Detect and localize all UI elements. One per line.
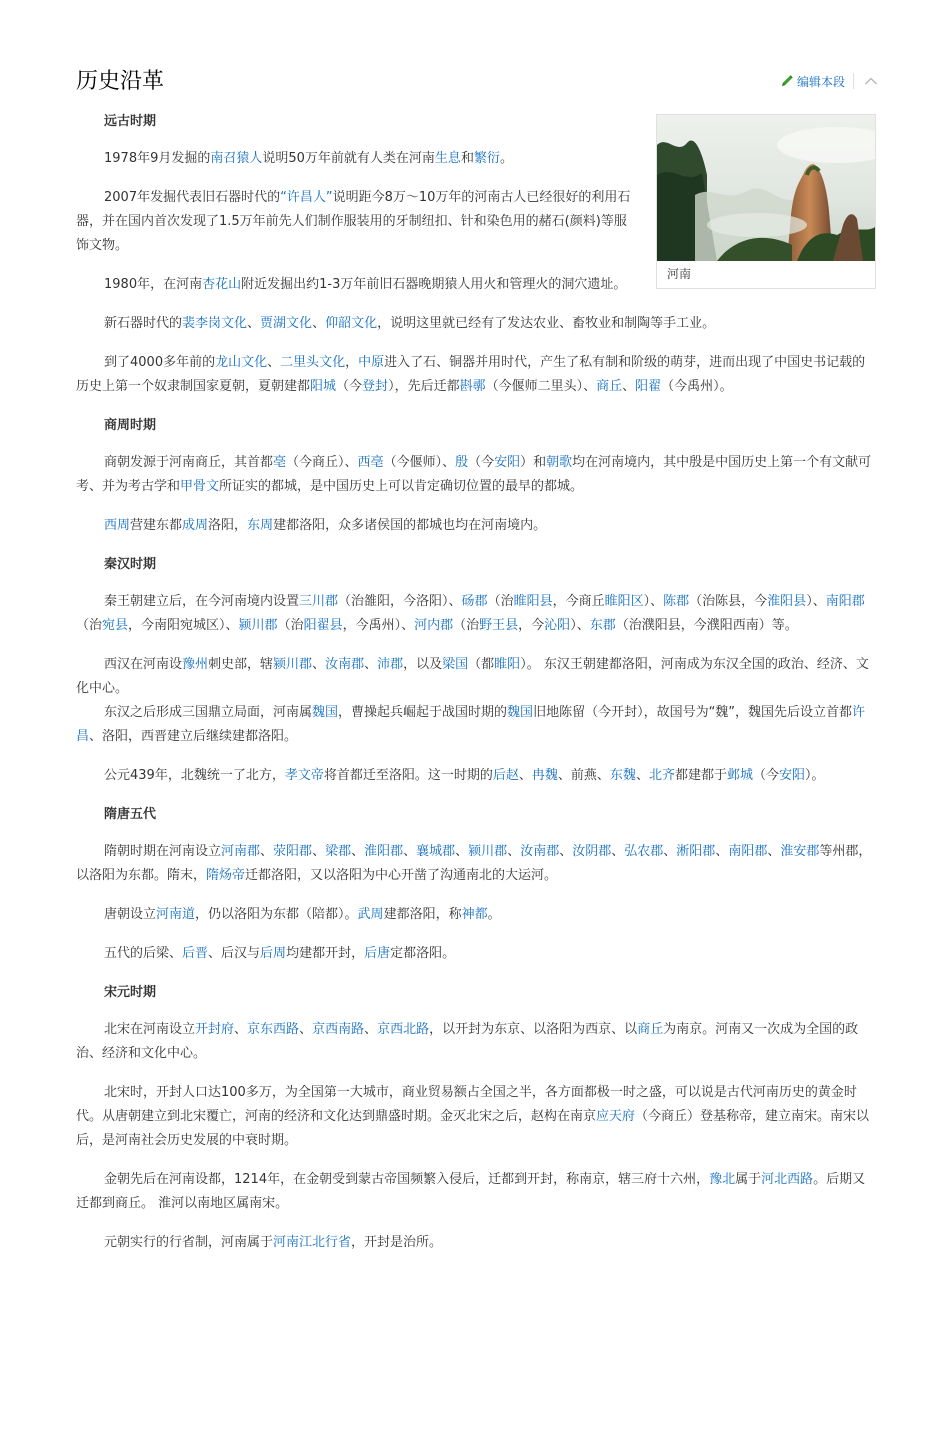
inline-link[interactable]: 淮阳郡 bbox=[364, 844, 404, 859]
paragraph: 唐朝设立河南道，仍以洛阳为东都（陪都）。武周建都洛阳，称神都。 bbox=[104, 907, 501, 922]
inline-link[interactable]: 贾湖文化 bbox=[260, 316, 313, 331]
inline-link[interactable]: 魏国 bbox=[507, 705, 534, 720]
inline-link[interactable]: 河内郡 bbox=[414, 618, 454, 633]
edit-section-link[interactable]: 编辑本段 bbox=[796, 74, 845, 89]
inline-link[interactable]: 河南郡 bbox=[221, 844, 261, 859]
inline-link[interactable]: 河北西路 bbox=[761, 1172, 814, 1187]
paragraph: 隋朝时期在河南设立河南郡、荥阳郡、梁郡、淮阳郡、襄城郡、颍川郡、汝南郡、汝阴郡、弘农郡、淅阳郡、南阳郡、淮安郡等州郡，以洛阳为东都。隋末，隋炀帝迁都洛阳，又以洛阳为中心开凿了沟通南北的大运河。 bbox=[76, 844, 872, 883]
inline-link[interactable]: 河南道 bbox=[156, 907, 196, 922]
inline-link[interactable]: 商丘 bbox=[637, 1022, 664, 1037]
section-heading: 隋唐五代 bbox=[104, 807, 157, 822]
inline-link[interactable]: 繁衍 bbox=[473, 151, 500, 166]
inline-link[interactable]: 后周 bbox=[260, 946, 287, 961]
inline-link[interactable]: 梁国 bbox=[442, 657, 469, 672]
inline-link[interactable]: 梁郡 bbox=[325, 844, 352, 859]
inline-link[interactable]: 安阳 bbox=[779, 768, 806, 783]
inline-link[interactable]: 仰韶文化 bbox=[325, 316, 378, 331]
inline-link[interactable]: 裴李岗文化 bbox=[182, 316, 248, 331]
inline-link[interactable]: 汝南郡 bbox=[520, 844, 560, 859]
inline-link[interactable]: 荥阳郡 bbox=[273, 844, 313, 859]
inline-link[interactable]: 颍川郡 bbox=[273, 657, 313, 672]
inline-link[interactable]: 东周 bbox=[247, 518, 274, 533]
inline-link[interactable]: 安阳 bbox=[494, 455, 521, 470]
paragraph: 西周营建东都成周洛阳，东周建都洛阳，众多诸侯国的都城也均在河南境内。 bbox=[104, 518, 547, 533]
inline-link[interactable]: 二里头文化 bbox=[280, 355, 346, 370]
inline-link[interactable]: 颍川郡 bbox=[238, 618, 278, 633]
paragraph: 五代的后梁、后晋、后汉与后周均建都开封，后唐定都洛阳。 bbox=[104, 946, 456, 961]
paragraph: 元朝实行的行省制，河南属于河南江北行省，开封是治所。 bbox=[104, 1235, 443, 1250]
paragraph: 金朝先后在河南设都，1214年，在金朝受到蒙古帝国频繁入侵后，迁都到开封，称南京，辖三府十六州，豫北属于河北西路。后期又迁都到商丘。 淮河以南地区属南宋。 bbox=[76, 1172, 866, 1211]
inline-link[interactable]: 沁阳 bbox=[544, 618, 571, 633]
inline-link[interactable]: 沛郡 bbox=[377, 657, 404, 672]
paragraph: 秦王朝建立后，在今河南境内设置三川郡（治雒阳，今洛阳）、砀郡（治睢阳县，今商丘睢阳区）、陈郡（治陈县，今淮阳县）、南阳郡（治宛县，今南阳宛城区）、颍川郡（治阳翟县，今禹州）、河内郡（治野王县，今沁阳）、东郡（治濮阳县，今濮阳西南）等。 bbox=[76, 594, 865, 633]
paragraph: 2007年发掘代表旧石器时代的“许昌人”说明距今8万～10万年的河南古人已经很好的利用石器，并在国内首次发现了1.5万年前先人们制作服装用的牙制纽扣、针和染色用的赭石(颜料)等服饰文物。 bbox=[76, 190, 631, 253]
inline-link[interactable]: 开封府 bbox=[195, 1022, 235, 1037]
inline-link[interactable]: 成周 bbox=[182, 518, 209, 533]
inline-link[interactable]: 京东西路 bbox=[247, 1022, 300, 1037]
inline-link[interactable]: 生息 bbox=[434, 151, 461, 166]
paragraph: 北宋在河南设立开封府、京东西路、京西南路、京西北路，以开封为东京、以洛阳为西京、以商丘为南京。河南又一次成为全国的政治、经济和文化中心。 bbox=[76, 1022, 859, 1061]
inline-link[interactable]: 宛县 bbox=[102, 618, 129, 633]
inline-link[interactable]: 阳翟县 bbox=[303, 618, 343, 633]
inline-link[interactable]: 武周 bbox=[357, 907, 384, 922]
figure-caption: 河南 bbox=[667, 267, 692, 281]
inline-link[interactable]: 邺城 bbox=[726, 768, 753, 783]
inline-link[interactable]: 汝南郡 bbox=[325, 657, 365, 672]
section-heading: 宋元时期 bbox=[104, 985, 157, 1000]
inline-link[interactable]: 朝歌 bbox=[546, 455, 573, 470]
inline-link[interactable]: 睢阳 bbox=[494, 657, 521, 672]
paragraph: 商朝发源于河南商丘，其首都亳（今商丘）、西亳（今偃师）、殷（今安阳）和朝歌均在河南境内，其中殷是中国历史上第一个有文献可考、并为考古学和甲骨文所证实的都城，是中国历史上可以肯定确切位置的最早的都城。 bbox=[76, 455, 872, 494]
paragraph: 东汉之后形成三国鼎立局面，河南属魏国，曹操起兵崛起于战国时期的魏国旧地陈留（今开封），故国号为“魏”，魏国先后设立首都许昌、洛阳，西晋建立后继续建都洛阳。 bbox=[76, 705, 866, 744]
inline-link[interactable]: 豫北 bbox=[709, 1172, 736, 1187]
inline-link[interactable]: 东魏 bbox=[609, 768, 636, 783]
paragraph: 1980年，在河南杏花山附近发掘出约1-3万年前旧石器晚期猿人用火和管理火的洞穴遗址。 bbox=[104, 277, 627, 292]
inline-link[interactable]: 砀郡 bbox=[461, 594, 488, 609]
section-header bbox=[76, 0, 878, 110]
inline-link[interactable]: 阳城 bbox=[310, 379, 337, 394]
inline-link[interactable]: 南阳郡 bbox=[728, 844, 768, 859]
paragraph: 新石器时代的裴李岗文化、贾湖文化、仰韶文化，说明这里就已经有了发达农业、畜牧业和制陶等手工业。 bbox=[104, 316, 716, 331]
inline-link[interactable]: 睢阳县 bbox=[513, 594, 553, 609]
inline-link[interactable]: 淮安郡 bbox=[780, 844, 820, 859]
inline-link[interactable]: 南召猿人 bbox=[210, 151, 263, 166]
inline-link[interactable]: 睢阳区 bbox=[604, 594, 644, 609]
inline-link[interactable]: 甲骨文 bbox=[180, 479, 220, 494]
inline-link[interactable]: 应天府 bbox=[596, 1109, 636, 1124]
inline-link[interactable]: 河南江北行省 bbox=[273, 1235, 352, 1250]
inline-link[interactable]: 弘农郡 bbox=[624, 844, 664, 859]
inline-link[interactable]: 许昌 bbox=[76, 705, 866, 744]
inline-link[interactable]: 神都 bbox=[461, 907, 488, 922]
inline-link[interactable]: 魏国 bbox=[312, 705, 339, 720]
inline-link[interactable]: 汝阴郡 bbox=[572, 844, 612, 859]
paragraph: 公元439年，北魏统一了北方，孝文帝将首都迁至洛阳。这一时期的后赵、冉魏、前燕、东魏、北齐都建都于邺城（今安阳）。 bbox=[104, 768, 825, 783]
inline-link[interactable]: 京西北路 bbox=[377, 1022, 430, 1037]
inline-link[interactable]: 杏花山 bbox=[202, 277, 242, 292]
inline-link[interactable]: 野王县 bbox=[479, 618, 519, 633]
inline-link[interactable]: 亳 bbox=[273, 455, 287, 470]
paragraph: 1978年9月发掘的南召猿人说明50万年前就有人类在河南生息和繁衍。 bbox=[104, 151, 513, 166]
inline-link[interactable]: 龙山文化 bbox=[215, 355, 268, 370]
inline-link[interactable]: 商丘 bbox=[596, 379, 623, 394]
page-title: 历史沿革 bbox=[76, 69, 165, 94]
inline-link[interactable]: 殷 bbox=[455, 455, 469, 470]
inline-link[interactable]: 孝文帝 bbox=[284, 768, 324, 783]
inline-link[interactable]: 淅阳郡 bbox=[676, 844, 716, 859]
chevron-up-icon[interactable] bbox=[864, 74, 878, 88]
paragraph: 西汉在河南设豫州刺史部，辖颍川郡、汝南郡、沛郡，以及梁国（都睢阳）。 东汉王朝建都洛阳，河南成为东汉全国的政治、经济、文化中心。 bbox=[76, 657, 869, 696]
inline-link[interactable]: 京西南路 bbox=[312, 1022, 365, 1037]
inline-link[interactable]: 后赵 bbox=[492, 768, 519, 783]
inline-link[interactable]: 东郡 bbox=[589, 618, 616, 633]
inline-link[interactable]: 襄城郡 bbox=[416, 844, 456, 859]
paragraph: 到了4000多年前的龙山文化、二里头文化，中原进入了石、铜器并用时代，产生了私有制和阶级的萌芽，进而出现了中国史书记载的历史上第一个奴隶制国家夏朝，夏朝建都阳城（今登封），先后迁都斟鄩（今偃师二里头）、商丘、阳翟（今禹州）。 bbox=[76, 355, 866, 394]
inline-link[interactable]: 冉魏 bbox=[531, 768, 558, 783]
inline-link[interactable]: 淮阳县 bbox=[767, 594, 807, 609]
section-heading: 远古时期 bbox=[104, 114, 157, 129]
inline-link[interactable]: 陈郡 bbox=[663, 594, 690, 609]
inline-link[interactable]: 北齐 bbox=[648, 768, 675, 783]
inline-link[interactable]: 颍川郡 bbox=[468, 844, 508, 859]
inline-link[interactable]: 登封 bbox=[362, 379, 389, 394]
paragraph: 北宋时，开封人口达100多万，为全国第一大城市，商业贸易额占全国之半，各方面都极一时之盛，可以说是古代河南历史的黄金时代。从唐朝建立到北宋覆亡，河南的经济和文化达到鼎盛时期。金灭北宋之后，赵构在南京应天府（今商丘）登基称帝，建立南宋。南宋以后，是河南社会历史发展的中衰时期。 bbox=[76, 1085, 870, 1148]
inline-link[interactable]: 后唐 bbox=[364, 946, 391, 961]
inline-link[interactable]: 阳翟 bbox=[635, 379, 662, 394]
inline-link[interactable]: 西亳 bbox=[357, 455, 384, 470]
inline-link[interactable]: 斟鄩 bbox=[459, 379, 486, 394]
inline-link[interactable]: “许昌人” bbox=[280, 190, 333, 205]
inline-link[interactable]: 豫州 bbox=[182, 657, 209, 672]
edit-section-control bbox=[780, 70, 878, 92]
pencil-icon[interactable] bbox=[780, 74, 794, 88]
inline-link[interactable]: 南阳郡 bbox=[825, 594, 865, 609]
divider bbox=[853, 73, 854, 89]
inline-link[interactable]: 三川郡 bbox=[299, 594, 339, 609]
inline-link[interactable]: 中原 bbox=[358, 355, 385, 370]
article-body bbox=[76, 110, 878, 1270]
section-heading: 商周时期 bbox=[104, 418, 157, 433]
inline-link[interactable]: 隋炀帝 bbox=[206, 868, 246, 883]
inline-link[interactable]: 西周 bbox=[104, 518, 131, 533]
inline-link[interactable]: 后晋 bbox=[182, 946, 209, 961]
section-heading: 秦汉时期 bbox=[104, 557, 157, 572]
